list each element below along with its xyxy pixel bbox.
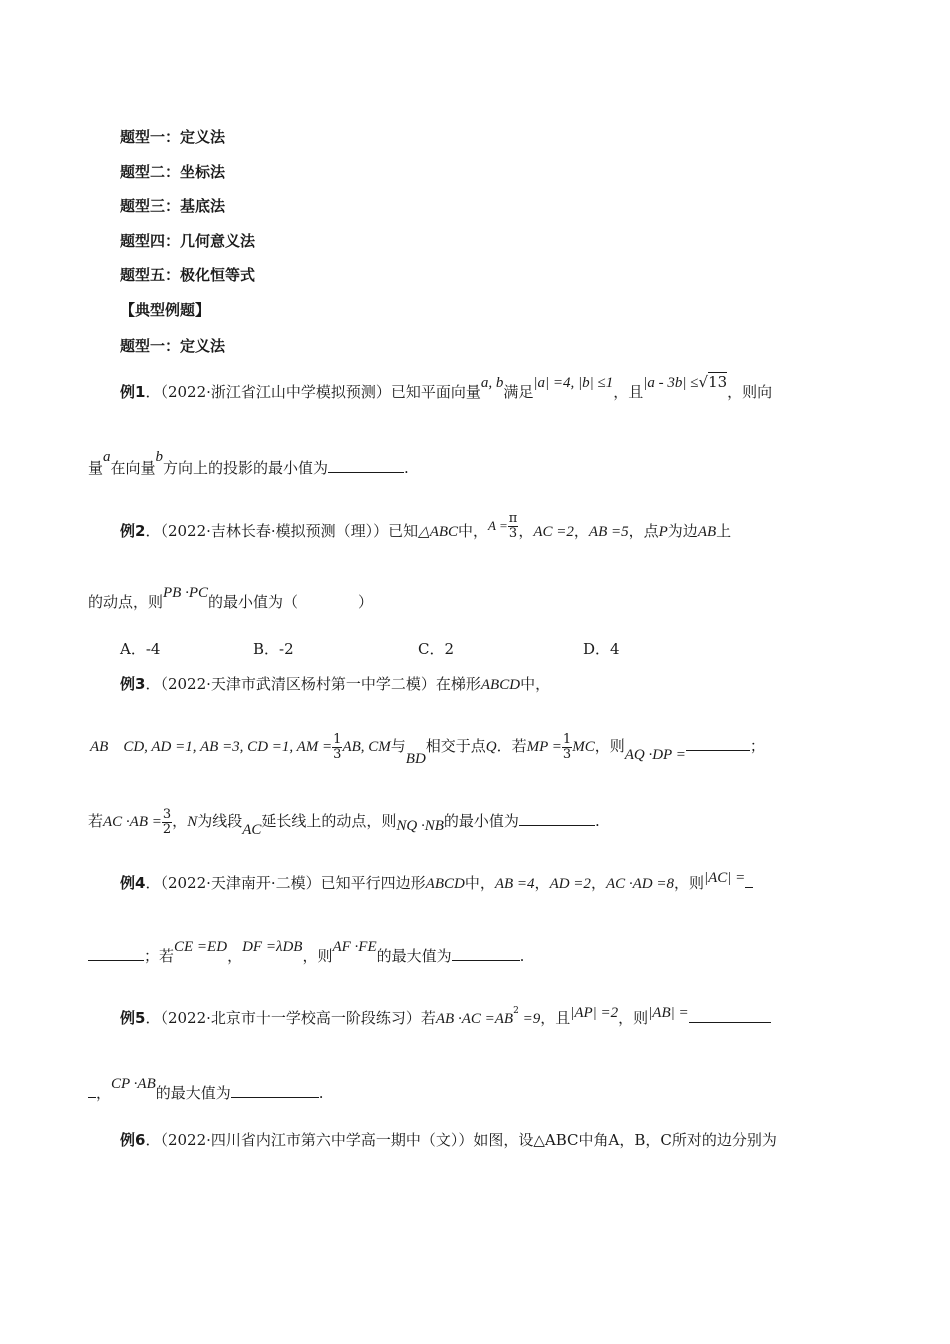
example-5-label: 例5 [120, 1009, 146, 1027]
ex5-t2: ，则 [618, 1009, 649, 1027]
example-1-source: ．（2022·浙江省江山中学模拟预测）已知平面向量 [145, 383, 481, 401]
example-3-line-2 [90, 732, 765, 768]
point-n: N [187, 814, 198, 831]
example-4-label: 例4 [120, 874, 146, 892]
ex1-text: 满足 [503, 383, 534, 401]
example-4-line-1: 例4．（2022·天津南开·二模）已知平行四边形ABCD中，AB =4，AD =2，AC ·AD =8，则|AC| = [120, 873, 753, 893]
cond-ab: AB =4 [494, 876, 535, 892]
ex2-l2a: 的动点，则 [88, 593, 164, 611]
option-b[interactable]: B．-2 [253, 640, 294, 658]
ex2-t4: 上 [716, 522, 732, 541]
ex1-end: . [404, 459, 409, 477]
type-list-item-5: 题型五：极化恒等式 [120, 266, 256, 284]
segment-bd: BD [405, 751, 426, 768]
sqrt-13: 13 [708, 373, 728, 391]
answer-blank[interactable] [686, 736, 750, 751]
example-6-line-1 [120, 1131, 777, 1149]
type-list-item-3: 题型三：基底法 [120, 197, 226, 215]
norm-ac: |AC| = [704, 870, 746, 886]
condition-norms: |a| =4, |b| ≤1 [533, 375, 614, 391]
ex2-l2b: 的最小值为（ ） [208, 593, 374, 611]
vector-mc: MC [572, 739, 595, 756]
ex3-l2e: ．若 [496, 737, 527, 756]
example-5-source: ．（2022·北京市十一学校高一阶段练习）若 [145, 1009, 436, 1027]
ex3-l3a: 若 [88, 812, 104, 831]
ex3-end: . [594, 812, 600, 831]
examples-heading: 【典型例题】 [120, 301, 211, 319]
ex3-l3e: 的最小值为 [443, 812, 519, 831]
type-list-item-2: 题型二：坐标法 [120, 163, 226, 181]
norm-ab: |AB| = [648, 1005, 689, 1021]
vector-mp: MP = [526, 739, 562, 756]
answer-blank[interactable] [328, 458, 404, 473]
example-3-source: ．（2022·天津市武清区杨村第一中学二模）在梯形 [145, 675, 481, 693]
vector-ab: a, b [480, 375, 504, 391]
answer-blank[interactable] [745, 873, 753, 888]
ex3-ab-cm: AB, CM [342, 739, 391, 756]
cond-ab: AB =5 [588, 524, 629, 541]
dot-product-nq-nb: NQ ·NB [396, 818, 444, 835]
example-6-text: ．（2022·四川省内江市第六中学高一期中（文））如图，设△ABC中角A，B，C所对的边分别为 [145, 1131, 777, 1149]
dot-product-ac-ab: AC ·AB = [103, 814, 162, 831]
cond-ac-ad: AC ·AD =8 [605, 876, 674, 892]
ex4-l2c: 的最大值为 [376, 947, 452, 965]
vector-b: b [155, 449, 164, 465]
equals-9: =9 [518, 1011, 541, 1027]
cond-ad: AD =2 [549, 876, 591, 892]
ex1-text3: ，则向 [727, 383, 773, 401]
example-3-line-3 [88, 807, 600, 839]
example-4-line-2: ；若CE =ED，DF =λDB，则AF ·FE的最大值为 . [88, 946, 524, 966]
ex4-l2a: ；若 [144, 947, 175, 965]
type-list-item-1: 题型一：定义法 [120, 128, 226, 146]
fraction-3-2: $\frac{3}{2}$ [162, 807, 172, 837]
section-title-1: 题型一：定义法 [120, 337, 226, 355]
ex5-l2b: 的最大值为 [155, 1084, 231, 1102]
cond-ac: AC =2 [533, 524, 574, 541]
ex2-t3: 为边 [667, 522, 698, 541]
ex4-t1: 中， [464, 874, 495, 892]
dot-product-af-fe: AF ·FE [332, 939, 377, 955]
ex1-l2c: 方向上的投影的最小值为 [163, 459, 329, 477]
fraction-1-3-a: $\frac{1}{3}$ [333, 732, 342, 762]
ex3-l3b: ， [172, 812, 188, 831]
ex3-l3d: 延长线上的动点，则 [261, 812, 397, 831]
dot-product-aq-dp: AQ ·DP = [624, 747, 686, 764]
ex2-t2: ，点 [628, 522, 659, 541]
angle-a: A = [488, 518, 508, 534]
superscript-2: 2 [513, 1006, 519, 1016]
ex2-t1: 中， [458, 522, 489, 541]
ex1-l2b: 在向量 [110, 459, 156, 477]
ex5-end: . [318, 1084, 324, 1102]
example-1-label: 例1 [120, 383, 146, 401]
answer-blank[interactable] [689, 1008, 771, 1023]
dot-product-ab-ac: AB ·AC =AB [435, 1011, 514, 1027]
example-5-line-2 [88, 1076, 324, 1103]
vector-a: a [103, 449, 111, 465]
side-ab: AB [697, 524, 717, 541]
point-q: Q [485, 739, 497, 756]
example-4-source: ．（2022·天津南开·二模）已知平行四边形 [145, 874, 426, 892]
answer-blank[interactable] [519, 811, 595, 826]
parallelogram-abcd: ABCD [425, 876, 465, 892]
ex3-l2g: ； [749, 737, 765, 756]
condition-diff: |a - 3b| ≤ [643, 375, 699, 391]
example-2-source: ．（2022·吉林长春·模拟预测（理））已知 [145, 522, 419, 541]
example-2-line-2 [88, 585, 374, 612]
example-2-label: 例2 [120, 522, 146, 541]
vector-df-db: DF =λDB [242, 939, 303, 955]
fraction-1-3-b: $\frac{1}{3}$ [562, 732, 572, 762]
ex1-l2a: 量 [88, 459, 104, 477]
example-1-line-1: 例1．（2022·浙江省江山中学模拟预测）已知平面向量a, b满足|a| =4, |b| ≤1，且|a - 3b| ≤√13，则向 [120, 373, 773, 401]
ex3-l3c: 为线段 [197, 812, 243, 831]
ex4-end: . [519, 947, 525, 965]
example-6-label: 例6 [120, 1131, 146, 1149]
ex3-l2d: 相交于点 [425, 737, 486, 756]
norm-ap: |AP| =2 [570, 1005, 619, 1021]
option-c[interactable]: C．2 [418, 640, 455, 658]
example-3-label: 例3 [120, 675, 146, 693]
ex3-l2f: ，则 [594, 737, 625, 756]
answer-blank[interactable] [88, 946, 144, 961]
dot-product-pb-pc: PB ·PC [163, 585, 209, 601]
example-3-line-1 [120, 675, 550, 694]
fraction-pi-3: $\frac{\pi}{3}$ [508, 511, 518, 541]
vector-ce-ed: CE =ED [174, 939, 228, 955]
ex4-l2b: ，则 [302, 947, 333, 965]
point-p: P [658, 524, 668, 541]
ex4-t2: ，则 [674, 874, 705, 892]
type-list-item-4: 题型四：几何意义法 [120, 232, 256, 250]
example-2-line-1: 例2．（2022·吉林长春·模拟预测（理））已知△ABC中，A = $\frac{\pi}{3}$ ，AC =2，AB =5，点P为边AB上 [120, 511, 732, 541]
example-5-line-1 [120, 1005, 771, 1028]
option-a[interactable]: A．-4 [120, 640, 161, 658]
segment-ac: AC [242, 822, 262, 839]
ex3-t1: 中， [520, 675, 551, 693]
answer-blank[interactable] [452, 946, 520, 961]
answer-blank[interactable] [231, 1083, 319, 1098]
trapezoid-abcd: ABCD [480, 677, 521, 693]
ex3-conditions: AB CD, AD =1, AB =3, CD =1, AM = [90, 739, 333, 756]
answer-blank[interactable] [88, 1083, 96, 1098]
ex3-l2c: 与 [390, 737, 406, 756]
option-d[interactable]: D．4 [583, 640, 620, 658]
example-1-line-2 [88, 449, 409, 478]
ex5-l2a: ， [96, 1084, 112, 1102]
triangle-abc: △ABC [418, 524, 459, 541]
ex1-text2: ，且 [613, 383, 644, 401]
dot-product-cp-ab: CP ·AB [111, 1076, 156, 1092]
ex5-t1: ，且 [540, 1009, 571, 1027]
